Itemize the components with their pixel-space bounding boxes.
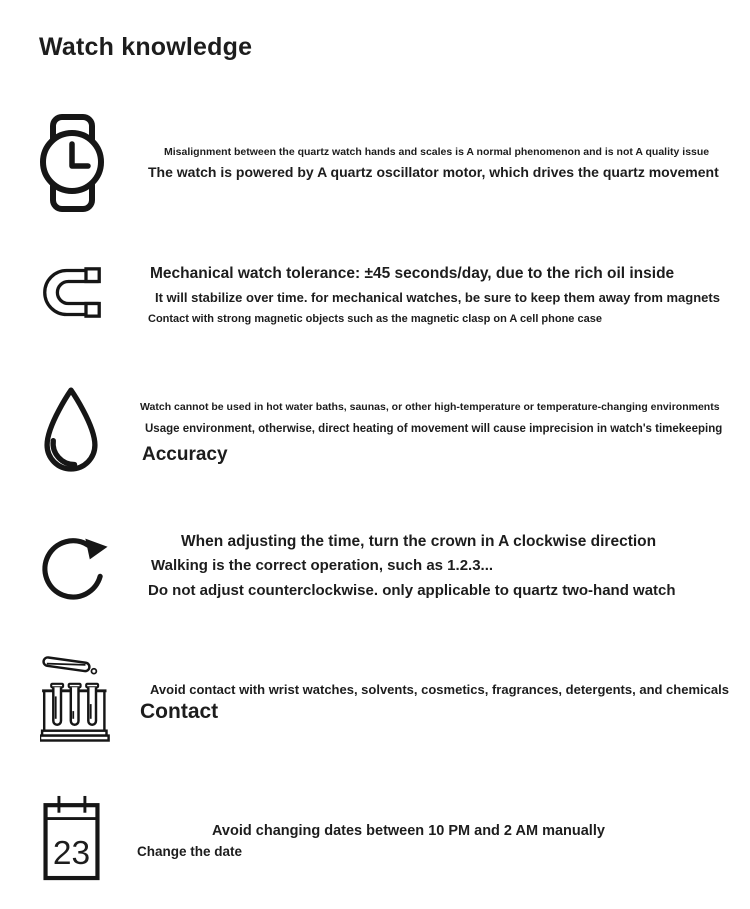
section-2-line-1: Mechanical watch tolerance: ±45 seconds/day, due to the rich oil inside (150, 265, 675, 282)
clockwise-arrow-icon (38, 523, 112, 609)
section-5-heading: Contact (140, 700, 219, 723)
test-tubes-icon (40, 645, 110, 745)
section-3-line-2: Usage environment, otherwise, direct heating of movement will cause imprecision in watch's timekeeping (145, 423, 723, 435)
section-4-line-3: Do not adjust counterclockwise. only applicable to quartz two-hand watch (148, 582, 676, 599)
calendar-day-number: 23 (52, 834, 91, 872)
watch-icon (38, 113, 106, 213)
section-2-line-3: Contact with strong magnetic objects such as the magnetic clasp on A cell phone case (148, 313, 602, 325)
section-6-line-2: Change the date (137, 844, 243, 859)
calendar-icon (38, 789, 105, 885)
section-4-line-1: When adjusting the time, turn the crown in A clockwise direction (181, 533, 657, 550)
magnet-icon (42, 265, 108, 320)
section-4-line-2: Walking is the correct operation, such as 1.2.3... (151, 557, 494, 574)
section-3-line-1: Watch cannot be used in hot water baths, saunas, or other high-temperature or temperature-changing environments (140, 401, 720, 413)
section-5-line-1: Avoid contact with wrist watches, solvents, cosmetics, fragrances, detergents, and chemicals (150, 682, 729, 697)
section-1-line-2: The watch is powered by A quartz oscillator motor, which drives the quartz movement (148, 164, 719, 180)
section-6-line-1: Avoid changing dates between 10 PM and 2 AM manually (212, 823, 605, 839)
section-2-line-2: It will stabilize over time. for mechanical watches, be sure to keep them away from magnets (155, 290, 720, 305)
water-drop-icon (40, 381, 102, 479)
page-title: Watch knowledge (39, 33, 253, 61)
section-1-line-1: Misalignment between the quartz watch hands and scales is A normal phenomenon and is not A quality issue (164, 146, 710, 158)
section-3-heading: Accuracy (142, 444, 228, 465)
